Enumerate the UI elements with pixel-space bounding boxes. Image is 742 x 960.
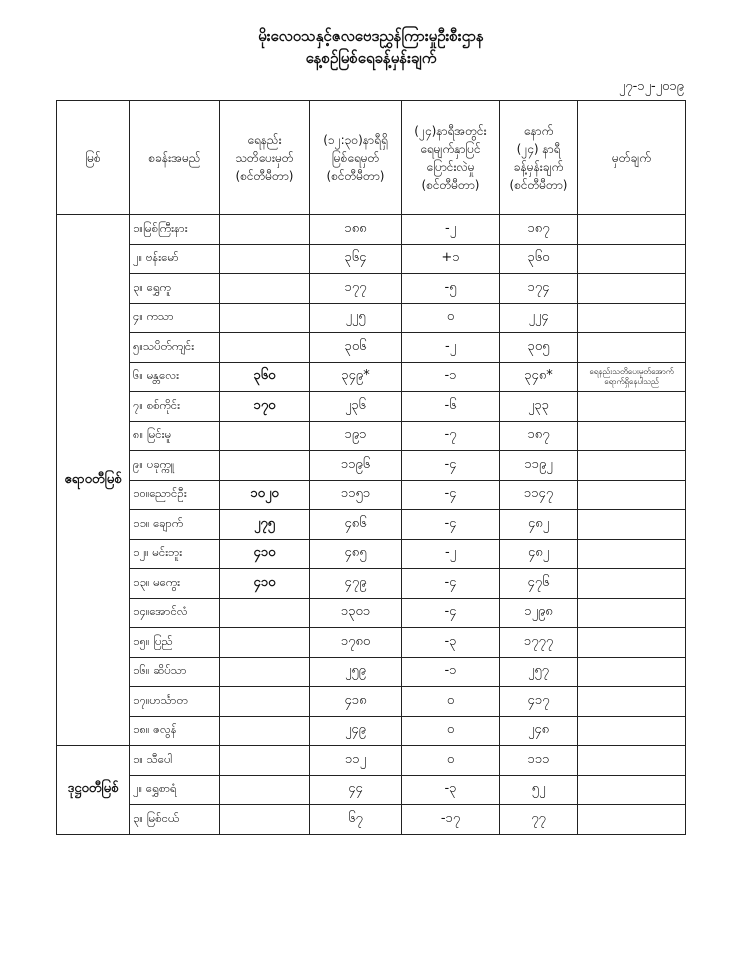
warning-level — [220, 805, 310, 835]
warning-level — [220, 775, 310, 805]
level-change: -၄ — [402, 598, 500, 628]
warning-level — [220, 687, 310, 717]
current-level: ၃၀၆ — [310, 333, 402, 363]
table-row — [57, 215, 686, 245]
warning-level — [220, 303, 310, 333]
warning-level — [220, 274, 310, 304]
report-title: မိုးလေဝသနှင့်ဇလဗေဒညွှန်ကြားမှုဦးစီးဌာန — [258, 27, 484, 45]
table-row — [57, 333, 686, 363]
remark — [578, 746, 686, 776]
current-level: ၆၇ — [310, 805, 402, 835]
warning-level — [220, 598, 310, 628]
station-name: ၃။ ရွှေကူ — [130, 274, 220, 304]
table-row — [57, 805, 686, 835]
level-change: -၂ — [402, 333, 500, 363]
river-name: ဒုဋ္ဌဝတီမြစ် — [57, 746, 130, 835]
level-change: -၂ — [402, 215, 500, 245]
table-row — [57, 421, 686, 451]
current-level: ၁၁၅၁ — [310, 480, 402, 510]
warning-level: ၄၁၀ — [220, 569, 310, 599]
warning-level — [220, 628, 310, 658]
remark — [578, 775, 686, 805]
station-name: ၁၈။ ဇလွန် — [130, 716, 220, 746]
warning-level: ၂၇၅ — [220, 510, 310, 540]
current-level: ၁၁၉၆ — [310, 451, 402, 481]
forecast-level: ၇၇ — [500, 805, 578, 835]
remark — [578, 510, 686, 540]
table-row — [57, 569, 686, 599]
station-name: ၂။ ရွှေစာရံ — [130, 775, 220, 805]
level-change: -၇ — [402, 421, 500, 451]
table-header-row — [57, 101, 686, 215]
current-level: ၁၉၁ — [310, 421, 402, 451]
warning-level — [220, 746, 310, 776]
table-row — [57, 687, 686, 717]
table-row — [57, 392, 686, 422]
table-row — [57, 628, 686, 658]
forecast-level: ၂၄၈ — [500, 716, 578, 746]
level-change: -၆ — [402, 392, 500, 422]
table-row — [57, 451, 686, 481]
remark — [578, 687, 686, 717]
current-level: ၂၅၉ — [310, 657, 402, 687]
header-warning-level: ရေနည်း သတိပေးမှတ် (စင်တီမီတာ) — [220, 101, 310, 215]
level-change: -၁ — [402, 657, 500, 687]
station-name: ၃။ မြစ်ငယ် — [130, 805, 220, 835]
level-change: -၄ — [402, 451, 500, 481]
remark — [578, 539, 686, 569]
table-row — [57, 657, 686, 687]
warning-level — [220, 421, 310, 451]
remark: ရေနည်းသတိပေးမှတ်အောက် ရောက်ရှိနေပါသည် — [578, 362, 686, 392]
table-row — [57, 716, 686, 746]
table-row — [57, 539, 686, 569]
forecast-level: ၁၁၉၂ — [500, 451, 578, 481]
forecast-level: ၃၀၅ — [500, 333, 578, 363]
station-name: ၂။ ဗန်းမော် — [130, 244, 220, 274]
remark — [578, 628, 686, 658]
forecast-level: ၁၇၇၇ — [500, 628, 578, 658]
table-row — [57, 362, 686, 392]
current-level: ၄၈၅ — [310, 539, 402, 569]
station-name: ၈။ မြင်းမူ — [130, 421, 220, 451]
forecast-level: ၅၂ — [500, 775, 578, 805]
table-row — [57, 303, 686, 333]
current-level: ၁၇၇ — [310, 274, 402, 304]
header-remarks: မှတ်ချက် — [578, 101, 686, 215]
header-change: (၂၄)နာရီအတွင်း ရေမျက်နှာပြင် ပြောင်းလဲမှု (စင်တီမီတာ) — [402, 101, 500, 215]
level-change: -၅ — [402, 274, 500, 304]
remark — [578, 569, 686, 599]
level-change: -၂ — [402, 539, 500, 569]
current-level: ၄၄ — [310, 775, 402, 805]
header-current-level: (၁၂:၃၀)နာရီရှိ မြစ်ရေမှတ် (စင်တီမီတာ) — [310, 101, 402, 215]
station-name: ၁၇။ဟင်္သာတ — [130, 687, 220, 717]
table-row — [57, 244, 686, 274]
forecast-level: ၁၈၇ — [500, 215, 578, 245]
level-change: -၁၇ — [402, 805, 500, 835]
remark — [578, 716, 686, 746]
station-name: ၆။ မန္တလေး — [130, 362, 220, 392]
station-name: ၁၁။ ချောက် — [130, 510, 220, 540]
warning-level — [220, 451, 310, 481]
station-name: ၁၅။ ပြည် — [130, 628, 220, 658]
current-level: ၁၇၈၀ — [310, 628, 402, 658]
remark — [578, 421, 686, 451]
current-level: ၂၃၆ — [310, 392, 402, 422]
header-station: စခန်းအမည် — [130, 101, 220, 215]
current-level: ၂၄၉ — [310, 716, 402, 746]
level-change: ၀ — [402, 687, 500, 717]
forecast-level: ၄၇၆ — [500, 569, 578, 599]
station-name: ၅။သပိတ်ကျင်း — [130, 333, 220, 363]
level-change: ၀ — [402, 303, 500, 333]
station-name: ၁၂။ မင်းဘူး — [130, 539, 220, 569]
remark — [578, 451, 686, 481]
forecast-level: ၁၂၉၈ — [500, 598, 578, 628]
forecast-level: ၂၃၃ — [500, 392, 578, 422]
remark — [578, 244, 686, 274]
table-row — [57, 274, 686, 304]
forecast-level: ၃၆၀ — [500, 244, 578, 274]
warning-level — [220, 657, 310, 687]
remark — [578, 333, 686, 363]
forecast-level: ၃၄၈* — [500, 362, 578, 392]
table-row — [57, 480, 686, 510]
current-level: ၄၇၉ — [310, 569, 402, 599]
remark — [578, 392, 686, 422]
station-name: ၉။ ပခုက္ကူ — [130, 451, 220, 481]
report-subtitle: နေ့စဉ်မြစ်ရေခန့်မှန်းချက် — [305, 49, 437, 67]
forecast-level: ၁၁၄၇ — [500, 480, 578, 510]
level-change: ၀ — [402, 746, 500, 776]
current-level: ၂၂၅ — [310, 303, 402, 333]
river-name: ဧရာဝတီမြစ် — [57, 215, 130, 746]
forecast-level: ၄၈၂ — [500, 510, 578, 540]
warning-level: ၃၆၀ — [220, 362, 310, 392]
remark — [578, 480, 686, 510]
table-row — [57, 746, 686, 776]
station-name: ၇။ စစ်ကိုင်း — [130, 392, 220, 422]
remark — [578, 303, 686, 333]
remark — [578, 657, 686, 687]
warning-level — [220, 215, 310, 245]
current-level: ၁၃၀၁ — [310, 598, 402, 628]
level-change: +၁ — [402, 244, 500, 274]
warning-level: ၁၀၂၀ — [220, 480, 310, 510]
level-change: -၃ — [402, 775, 500, 805]
current-level: ၄၁၈ — [310, 687, 402, 717]
forecast-level: ၁၇၄ — [500, 274, 578, 304]
warning-level — [220, 244, 310, 274]
station-name: ၁၆။ ဆိပ်သာ — [130, 657, 220, 687]
level-change: -၄ — [402, 510, 500, 540]
level-change: ၀ — [402, 716, 500, 746]
current-level: ၁၁၂ — [310, 746, 402, 776]
current-level: ၁၈၈ — [310, 215, 402, 245]
current-level: ၄၈၆ — [310, 510, 402, 540]
level-change: -၄ — [402, 569, 500, 599]
table-row — [57, 598, 686, 628]
level-change: -၄ — [402, 480, 500, 510]
level-change: -၁ — [402, 362, 500, 392]
remark — [578, 215, 686, 245]
level-change: -၃ — [402, 628, 500, 658]
remark — [578, 274, 686, 304]
station-name: ၁၃။ မကွေး — [130, 569, 220, 599]
warning-level: ၄၁၀ — [220, 539, 310, 569]
forecast-level: ၂၂၄ — [500, 303, 578, 333]
remark — [578, 805, 686, 835]
table-row — [57, 775, 686, 805]
remark — [578, 598, 686, 628]
warning-level — [220, 333, 310, 363]
forecast-level: ၂၅၇ — [500, 657, 578, 687]
report-date: ၂၇-၁၂-၂၀၁၉ — [618, 79, 684, 94]
warning-level: ၁၇၀ — [220, 392, 310, 422]
current-level: ၃၄၉* — [310, 362, 402, 392]
table-row — [57, 510, 686, 540]
forecast-level: ၄၁၇ — [500, 687, 578, 717]
station-name: ၁။ သီပေါ — [130, 746, 220, 776]
forecast-level: ၁၁၁ — [500, 746, 578, 776]
current-level: ၃၆၄ — [310, 244, 402, 274]
header-forecast: နောက် (၂၄) နာရီ ခန့်မှန်းချက် (စင်တီမီတာ) — [500, 101, 578, 215]
station-name: ၁၄။အောင်လံ — [130, 598, 220, 628]
station-name: ၄။ ကသာ — [130, 303, 220, 333]
header-river: မြစ် — [57, 101, 130, 215]
forecast-level: ၁၈၇ — [500, 421, 578, 451]
forecast-level: ၄၈၂ — [500, 539, 578, 569]
river-level-table — [56, 100, 686, 835]
warning-level — [220, 716, 310, 746]
station-name: ၁။မြစ်ကြီးနား — [130, 215, 220, 245]
station-name: ၁၀။ညောင်ဦး — [130, 480, 220, 510]
